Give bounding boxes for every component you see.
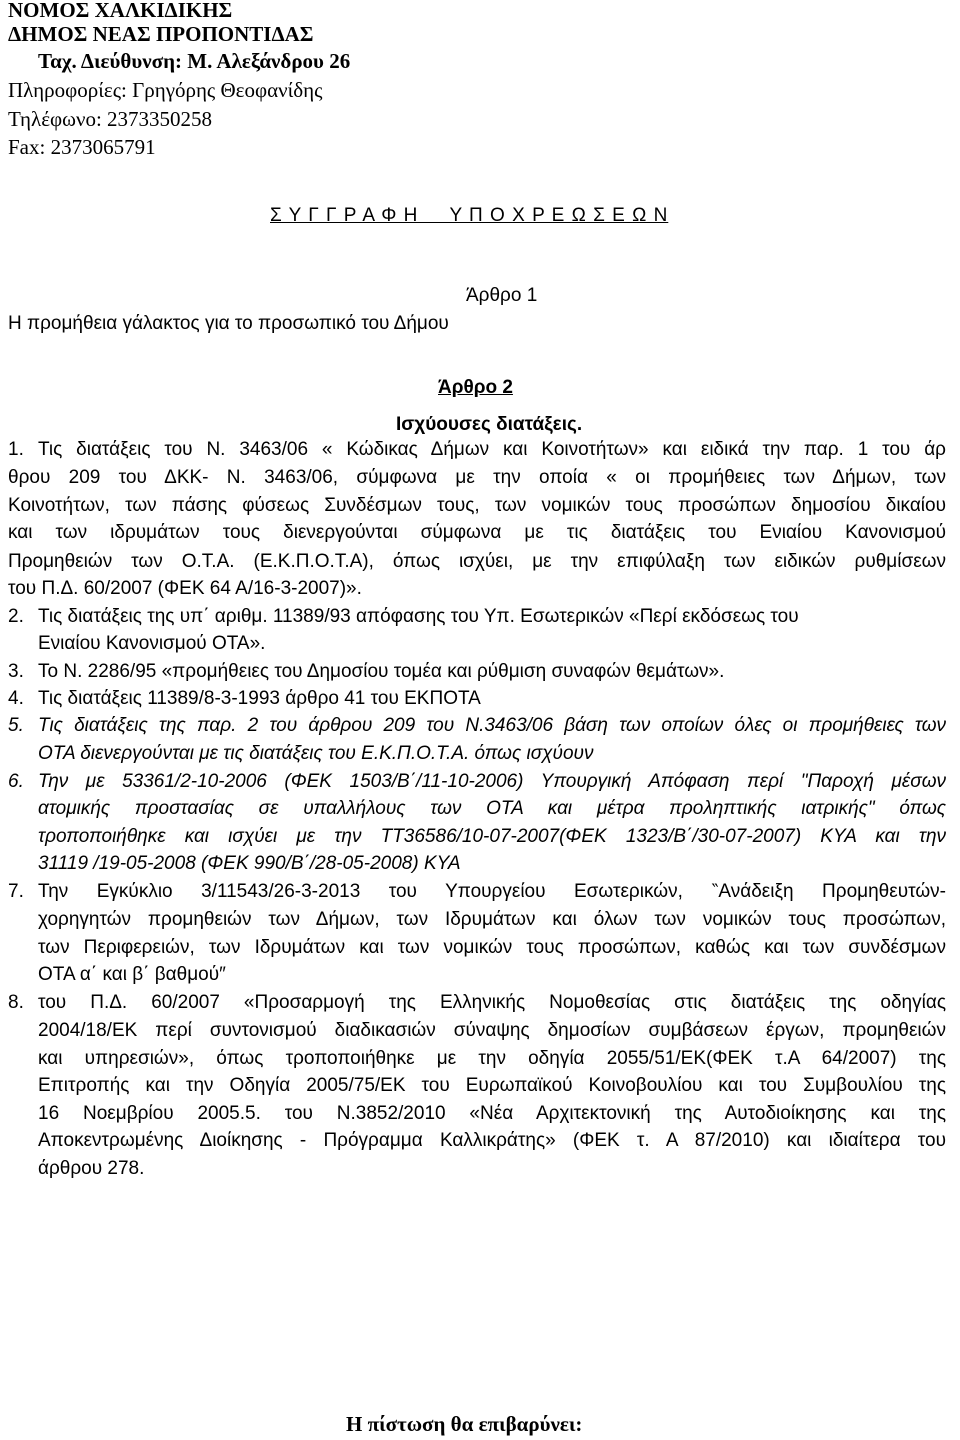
item-line: Τις διατάξεις της υπ΄ αριθμ. 11389/93 απόφασης του Υπ. Εσωτερικών «Περί εκδόσεως του bbox=[38, 606, 799, 627]
item-number: 3. bbox=[8, 661, 24, 682]
header-contact-person: Πληροφορίες: Γρηγόρης Θεοφανίδης bbox=[8, 78, 323, 102]
item-line: τροποποιήθηκε και ισχύει με την ΤΤ36586/10-07-2007(ΦΕΚ 1323/Β΄/30-07-2007) ΚΥΑ και την bbox=[38, 826, 946, 847]
header-fax: Fax: 2373065791 bbox=[8, 135, 156, 159]
article-2-subheading: Ισχύουσες διατάξεις. bbox=[396, 414, 583, 435]
item-number: 6. bbox=[8, 771, 24, 792]
header-address: Ταχ. Διεύθυνση: Μ. Αλεξάνδρου 26 bbox=[38, 49, 351, 73]
item-number: 2. bbox=[8, 606, 24, 627]
item-line: άρθρου 278. bbox=[38, 1158, 145, 1179]
item-line: ατομικής προστασίας σε υπαλλήλους των ΟΤΑ και μέτρα προληπτικής ιατρικής" όπως bbox=[38, 798, 946, 819]
item-line: 31119 /19-05-2008 (ΦΕΚ 990/Β΄/28-05-2008) ΚΥΑ bbox=[38, 853, 461, 874]
item-line: του Π.Δ. 60/2007 (ΦΕΚ 64 Α/16-3-2007)». bbox=[8, 578, 362, 599]
item-line: ΟΤΑ διενεργούνται με τις διατάξεις του Ε.Κ.Π.Ο.Τ.Α. όπως ισχύουν bbox=[38, 743, 594, 764]
article-2-heading: Άρθρο 2 bbox=[438, 377, 513, 398]
item-line: και των ιδρυμάτων τους διενεργούνται σύμφωνα με τις διατάξεις του Ενιαίου Κανονισμού bbox=[8, 522, 946, 543]
item-line: του Π.Δ. 60/2007 «Προσαρμογή της Ελληνικής Νομοθεσίας στις διατάξεις της οδηγίας bbox=[38, 992, 946, 1013]
item-line: Επιτροπής και την Οδηγία 2005/75/ΕΚ του Ευρωπαϊκού Κοινοβουλίου και του Συμβουλίου της bbox=[38, 1075, 946, 1096]
item-line: Την με 53361/2-10-2006 (ΦΕΚ 1503/Β΄/11-10-2006) Υπουργική Απόφαση περί "Παροχή μέσων bbox=[38, 771, 946, 792]
item-line: και υπηρεσιών», όπως τροποποιήθηκε με την οδηγία 2055/51/ΕΚ(ΦΕΚ τ.Α 64/2007) της bbox=[38, 1048, 946, 1069]
article-1-heading: Άρθρο 1 bbox=[466, 285, 538, 306]
item-line: Την Εγκύκλιο 3/11543/26-3-2013 του Υπουργείου Εσωτερικών, ‶Ανάδειξη Προμηθευτών- bbox=[38, 881, 946, 902]
item-number: 4. bbox=[8, 688, 24, 709]
item-number: 7. bbox=[8, 881, 24, 902]
item-number: 1. bbox=[8, 439, 24, 460]
document-title: Σ Υ Γ Γ Ρ Α Φ Η Υ Π Ο Χ Ρ Ε Ω Σ Ε Ω Ν bbox=[270, 205, 669, 226]
header-municipality: ΔΗΜΟΣ ΝΕΑΣ ΠΡΟΠΟΝΤΙΔΑΣ bbox=[8, 22, 314, 46]
item-line: χορηγητών προμηθειών των Δήμων, των Ιδρυμάτων και όλων των νομικών τους προσώπων, bbox=[38, 909, 946, 930]
article-1-text: Η προμήθεια γάλακτος για το προσωπικό του Δήμου bbox=[8, 313, 449, 334]
credit-heading: Η πίστωση θα επιβαρύνει: bbox=[346, 1412, 583, 1436]
item-line: 2004/18/ΕΚ περί συντονισμού διαδικασιών σύναψης δημοσίων συμβάσεων έργων, προμηθειών bbox=[38, 1020, 946, 1041]
item-line: Ενιαίου Κανονισμού ΟΤΑ». bbox=[38, 633, 266, 654]
item-line: Τις διατάξεις της παρ. 2 του άρθρου 209 του Ν.3463/06 βάση των οποίων όλες οι προμήθειες των bbox=[38, 715, 946, 736]
item-line: 16 Νοεμβρίου 2005.5. του Ν.3852/2010 «Νέα Αρχιτεκτονική της Αυτοδιοίκησης και της bbox=[38, 1103, 946, 1124]
item-line: Αποκεντρωμένης Διοίκησης - Πρόγραμμα Καλλικράτης» (ΦΕΚ τ. Α 87/2010) και ιδιαίτερα του bbox=[38, 1130, 946, 1151]
item-line: Κοινοτήτων, των πάσης φύσεως Συνδέσμων τους, των νομικών τους προσώπων δημοσίου δικαίου bbox=[8, 495, 946, 516]
item-line: θρου 209 του ΔΚΚ- Ν. 3463/06, σύμφωνα με την οποία « οι προμήθειες των Δήμων, των bbox=[8, 467, 946, 488]
header-prefecture: ΝΟΜΟΣ ΧΑΛΚΙΔΙΚΗΣ bbox=[8, 0, 233, 22]
item-line: Τις διατάξεις του Ν. 3463/06 « Κώδικας Δήμων και Κοινοτήτων» και ειδικά την παρ. 1 του άρ bbox=[38, 439, 946, 460]
item-line: Το Ν. 2286/95 «προμήθειες του Δημοσίου τομέα και ρύθμιση συναφών θεμάτων». bbox=[38, 661, 725, 682]
item-number: 5. bbox=[8, 715, 24, 736]
item-line: Τις διατάξεις 11389/8-3-1993 άρθρο 41 του ΕΚΠΟΤΑ bbox=[38, 688, 481, 709]
item-line: των Περιφερειών, των Ιδρυμάτων και των νομικών τους προσώπων, καθώς και των συνδέσμων bbox=[38, 937, 946, 958]
item-number: 8. bbox=[8, 992, 24, 1013]
item-line: ΟΤΑ α΄ και β΄ βαθμού″ bbox=[38, 964, 226, 985]
item-line: Προμηθειών των Ο.Τ.Α. (Ε.Κ.Π.Ο.Τ.Α), όπως ισχύει, με την επιφύλαξη των ειδικών ρυθμίσεων bbox=[8, 551, 946, 572]
header-phone: Τηλέφωνο: 2373350258 bbox=[8, 107, 213, 131]
